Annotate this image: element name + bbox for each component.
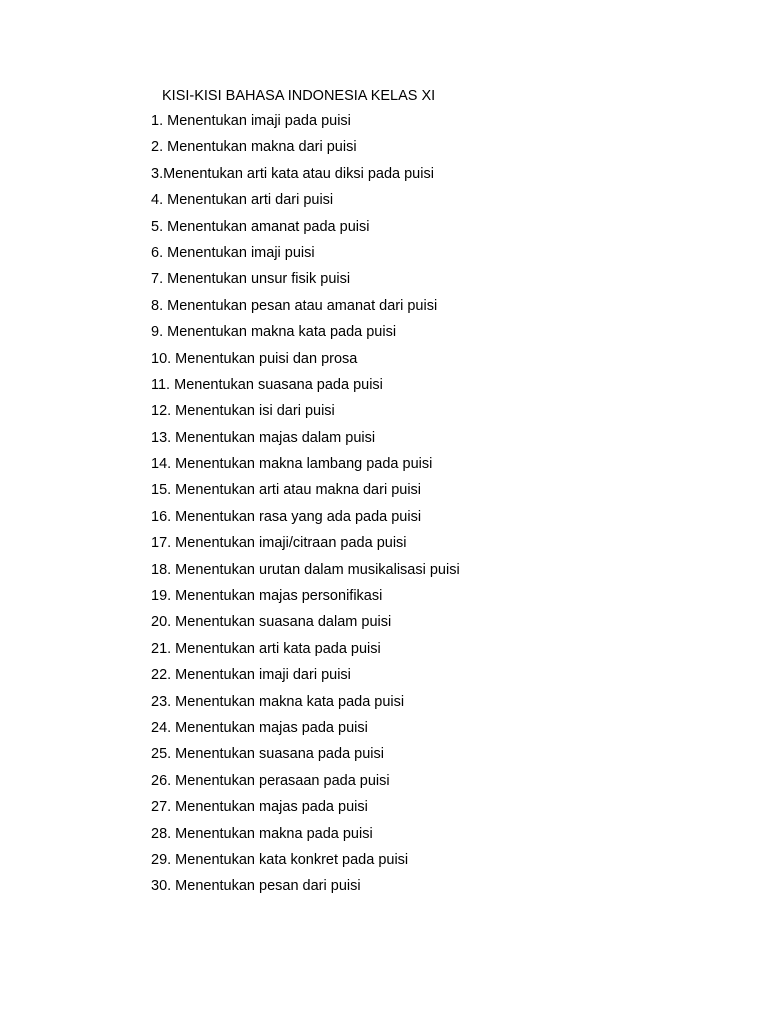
list-item: 20. Menentukan suasana dalam puisi xyxy=(151,614,392,631)
list-item: 14. Menentukan makna lambang pada puisi xyxy=(151,456,433,473)
list-item: 13. Menentukan majas dalam puisi xyxy=(151,429,376,446)
list-item: 17. Menentukan imaji/citraan pada puisi xyxy=(151,535,407,552)
list-item: 8. Menentukan pesan atau amanat dari puisi xyxy=(151,297,438,314)
list-item: 24. Menentukan majas pada puisi xyxy=(151,719,368,736)
list-item: 29. Menentukan kata konkret pada puisi xyxy=(151,851,409,868)
list-item: 2. Menentukan makna dari puisi xyxy=(151,139,357,156)
item-list xyxy=(151,111,460,903)
list-item: 22. Menentukan imaji dari puisi xyxy=(151,667,351,684)
list-item: 21. Menentukan arti kata pada puisi xyxy=(151,640,381,657)
list-item: 23. Menentukan makna kata pada puisi xyxy=(151,693,405,710)
list-item: 15. Menentukan arti atau makna dari puisi xyxy=(151,482,422,499)
list-item: 5. Menentukan amanat pada puisi xyxy=(151,218,370,235)
list-item: 16. Menentukan rasa yang ada pada puisi xyxy=(151,508,422,525)
list-item: 19. Menentukan majas personifikasi xyxy=(151,588,383,605)
list-item: 3.Menentukan arti kata atau diksi pada puisi xyxy=(151,165,434,182)
list-item: 11. Menentukan suasana pada puisi xyxy=(151,376,383,393)
list-item: 4. Menentukan arti dari puisi xyxy=(151,192,334,209)
list-item: 9. Menentukan makna kata pada puisi xyxy=(151,324,397,341)
list-item: 6. Menentukan imaji puisi xyxy=(151,244,315,261)
document-title: KISI-KISI BAHASA INDONESIA KELAS XI xyxy=(162,88,436,104)
list-item: 28. Menentukan makna pada puisi xyxy=(151,825,373,842)
list-item: 26. Menentukan perasaan pada puisi xyxy=(151,772,390,789)
list-item: 27. Menentukan majas pada puisi xyxy=(151,799,368,816)
list-item: 25. Menentukan suasana pada puisi xyxy=(151,746,384,763)
list-item: 7. Menentukan unsur fisik puisi xyxy=(151,271,351,288)
list-item: 12. Menentukan isi dari puisi xyxy=(151,403,335,420)
list-item: 1. Menentukan imaji pada puisi xyxy=(151,113,351,129)
list-item: 18. Menentukan urutan dalam musikalisasi puisi xyxy=(151,561,460,578)
list-item: 30. Menentukan pesan dari puisi xyxy=(151,878,361,895)
list-item: 10. Menentukan puisi dan prosa xyxy=(151,350,358,367)
